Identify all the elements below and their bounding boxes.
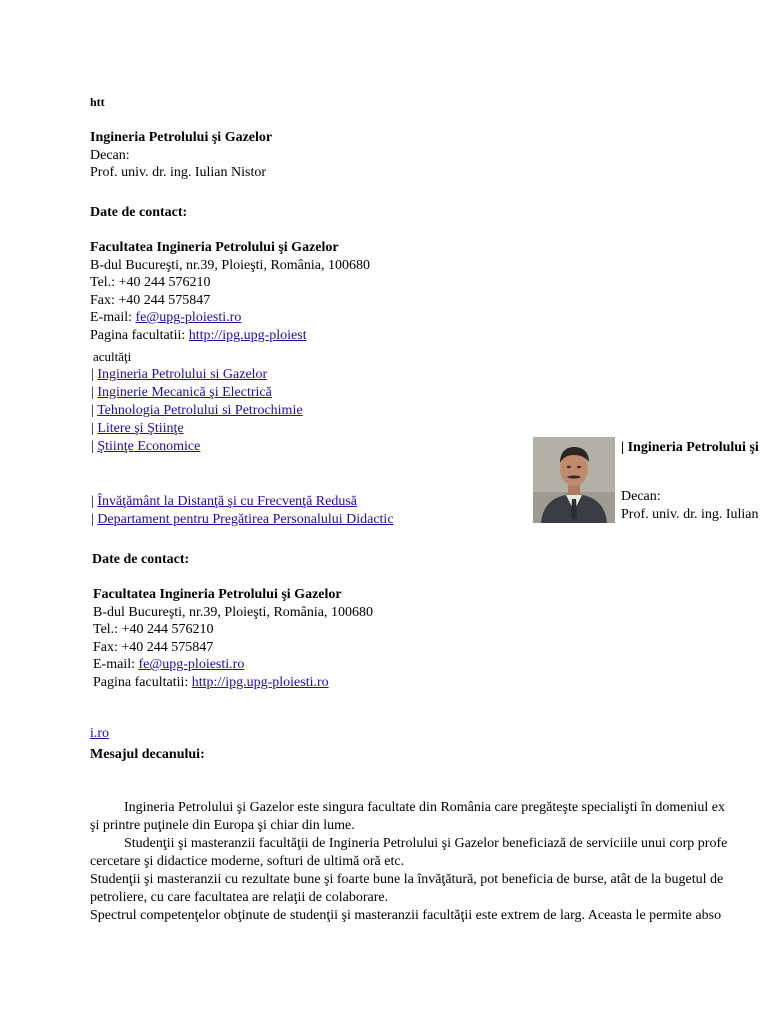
dean-label: Decan:	[90, 147, 130, 163]
contact-block-2	[93, 586, 373, 691]
web-link-2[interactable]: http://ipg.upg-ploiesti.ro	[191, 674, 329, 690]
side-faculty-title: | Ingineria Petrolului şi	[621, 440, 759, 455]
contact-address: B-dul Bucureşti, nr.39, Ploieşti, România, 100680	[90, 257, 370, 273]
contact-fax-2: Fax: +40 244 575847	[93, 639, 214, 655]
faculty-header	[90, 129, 272, 182]
nav-item-economics	[91, 438, 303, 456]
email-link[interactable]: fe@upg-ploiesti.ro	[135, 310, 242, 325]
side-dean-name: Prof. univ. dr. ing. Iulian	[621, 507, 759, 522]
nav-link-economics[interactable]: Ştiinţe Economice	[97, 439, 201, 454]
contact-heading-2: Date de contact:	[92, 552, 190, 567]
email-label-2: E-mail:	[93, 657, 139, 672]
message-line: Spectrul competenţelor obţinute de studenţii şi masteranzii facultăţii este extrem de larg. Aceasta le permite abso	[90, 908, 722, 923]
contact-tel-2: Tel.: +40 244 576210	[93, 622, 214, 637]
contact-block	[90, 239, 370, 344]
nav-item-petroleum	[91, 366, 303, 384]
contact-heading: Date de contact:	[90, 205, 188, 220]
message-line: Ingineria Petrolului şi Gazelor este singura facultate din România care pregăteşte specialişti în domeniul ex	[124, 800, 726, 815]
side-dean-label: Decan:	[621, 489, 661, 504]
faculty-title: Ingineria Petrolului şi Gazelor	[90, 130, 273, 145]
nav-separator: |	[91, 512, 94, 527]
dean-message	[90, 799, 768, 925]
contact-tel: Tel.: +40 244 576210	[90, 275, 211, 290]
department-nav	[91, 493, 394, 529]
contact-fax: Fax: +40 244 575847	[90, 292, 211, 308]
nav-link-mechanical[interactable]: Inginerie Mecanică şi Electrică	[97, 385, 272, 400]
message-line: Studenţii şi masteranzii facultăţii de Ingineria Petrolului şi Gazelor beneficiază de serviciile unui corp profe	[124, 836, 728, 851]
nav-separator: |	[91, 421, 94, 436]
nav-link-petroleum[interactable]: Ingineria Petrolului si Gazelor	[97, 367, 268, 382]
nav-separator: |	[91, 494, 94, 509]
dean-photo	[533, 437, 615, 523]
contact-org-2: Facultatea Ingineria Petrolului şi Gazelor	[93, 587, 342, 602]
email-link-2[interactable]: fe@upg-ploiesti.ro	[138, 657, 245, 672]
contact-address-2: B-dul Bucureşti, nr.39, Ploieşti, România, 100680	[93, 604, 373, 620]
web-label: Pagina facultatii:	[90, 327, 189, 343]
nav-link-technology[interactable]: Tehnologia Petrolului si Petrochimie	[97, 403, 303, 418]
email-label: E-mail:	[90, 310, 136, 325]
nav-separator: |	[91, 385, 94, 400]
dean-portrait-image	[533, 437, 615, 523]
nav-item-mechanical	[91, 384, 303, 402]
contact-web-row-2	[93, 674, 373, 692]
contact-email-row	[90, 309, 370, 327]
nav-item-distance	[91, 493, 394, 511]
nav-item-didactic	[91, 511, 394, 529]
dean-name: Prof. univ. dr. ing. Iulian Nistor	[90, 165, 267, 180]
web-label-2: Pagina facultatii:	[93, 674, 192, 690]
contact-org: Facultatea Ingineria Petrolului şi Gazelor	[90, 240, 339, 255]
contact-email-row-2	[93, 656, 373, 674]
contact-web-row	[90, 327, 370, 345]
iro-link[interactable]: i.ro	[90, 726, 110, 741]
nav-item-letters	[91, 420, 303, 438]
nav-link-didactic[interactable]: Departament pentru Pregătirea Personalului Didactic	[97, 512, 394, 527]
nav-item-technology	[91, 402, 303, 420]
nav-link-letters[interactable]: Litere şi Ştiinţe	[97, 421, 184, 436]
message-heading: Mesajul decanului:	[90, 747, 205, 762]
message-line: Studenţii şi masteranzii cu rezultate bune şi foarte bune la învăţătură, pot beneficia de burse, atât de la bugetul de	[90, 872, 724, 887]
nav-separator: |	[91, 439, 94, 454]
message-line: şi printre puţinele din Europa şi chiar din lume.	[90, 818, 355, 833]
faculty-nav	[91, 366, 303, 456]
nav-link-distance[interactable]: Învăţământ la Distanţă şi cu Frecvenţă Redusă	[97, 494, 358, 509]
nav-separator: |	[91, 403, 94, 418]
nav-separator: |	[91, 367, 94, 382]
message-line: petroliere, cu care facultatea are relaţii de colaborare.	[90, 890, 389, 905]
top-fragment: htt	[90, 95, 105, 109]
web-link[interactable]: http://ipg.upg-ploiest	[188, 327, 307, 343]
message-line: cercetare şi didactice moderne, softuri de ultimă oră etc.	[90, 854, 405, 869]
nav-fragment: acultăţi	[93, 349, 132, 364]
